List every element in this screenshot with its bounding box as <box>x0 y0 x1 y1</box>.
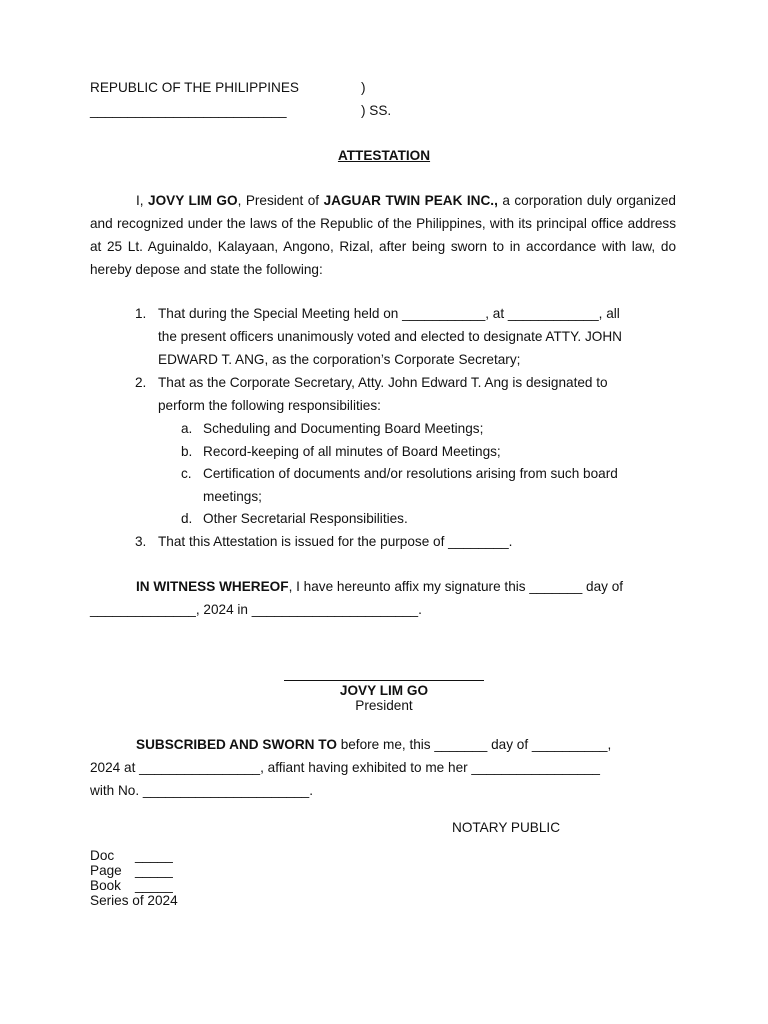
sub-item-letter: d. <box>181 511 193 526</box>
list-item-line: That during the Special Meeting held on ___________, at ____________, all <box>158 306 620 321</box>
caption-ss: ) SS. <box>361 103 392 118</box>
jurat-heading: SUBSCRIBED AND SWORN TO <box>136 737 337 752</box>
list-item-line: EDWARD T. ANG, as the corporation’s Corporate Secretary; <box>158 352 521 367</box>
list-item-line: perform the following responsibilities: <box>158 398 381 413</box>
list-item-number: 3. <box>135 534 147 549</box>
page-blank: _____ <box>135 863 173 878</box>
list-item-line: That this Attestation is issued for the purpose of ________. <box>158 534 513 549</box>
doc-label: Doc <box>90 848 115 863</box>
jurat-line-3: with No. ______________________. <box>90 783 313 798</box>
jurat-line-1 <box>136 733 611 756</box>
caption-republic: REPUBLIC OF THE PHILIPPINES <box>90 80 299 95</box>
intro-rest: a corporation duly organized and recognized under the laws of the Republic of the Philippines, with its principal office address at 25 Lt. Aguinaldo, Kalayaan, Angono, Rizal, after being sworn to in accordance with law, do hereby depose and state the following: <box>90 193 676 277</box>
series-label: Series of 2024 <box>90 893 178 908</box>
sub-item-line: meetings; <box>203 489 262 504</box>
caption-venue-blank: __________________________ <box>90 103 287 118</box>
jurat-line-2: 2024 at ________________, affiant having exhibited to me her _________________ <box>90 760 600 775</box>
witness-line-1 <box>136 575 623 598</box>
doc-blank: _____ <box>135 848 173 863</box>
sub-item-letter: b. <box>181 444 193 459</box>
jurat-text: before me, this _______ day of __________, <box>340 737 612 752</box>
signatory-position: President <box>355 698 413 713</box>
sub-item-line: Scheduling and Documenting Board Meetings; <box>203 421 484 436</box>
caption-paren: ) <box>361 80 366 95</box>
book-blank: _____ <box>135 878 173 893</box>
intro-lead: I, <box>136 193 144 208</box>
page-label: Page <box>90 863 122 878</box>
signature-line <box>284 680 484 681</box>
list-item-number: 2. <box>135 375 147 390</box>
document-title: ATTESTATION <box>337 148 431 163</box>
sub-item-letter: a. <box>181 421 193 436</box>
witness-line-2: ______________, 2024 in ______________________. <box>90 602 422 617</box>
witness-text: , I have hereunto affix my signature this _______ day of <box>288 579 624 594</box>
affiant-name: JOVY LIM GO <box>148 193 238 208</box>
company-name: JAGUAR TWIN PEAK INC., <box>323 193 498 208</box>
notary-public-label: NOTARY PUBLIC <box>452 820 561 835</box>
list-item-line: the present officers unanimously voted and elected to designate ATTY. JOHN <box>158 329 622 344</box>
sub-item-line: Certification of documents and/or resolutions arising from such board <box>203 466 618 481</box>
signatory-name: JOVY LIM GO <box>339 683 429 698</box>
sub-item-line: Other Secretarial Responsibilities. <box>203 511 408 526</box>
intro-paragraph <box>90 189 676 281</box>
intro-mid: , President of <box>237 193 320 208</box>
list-item-line: That as the Corporate Secretary, Atty. John Edward T. Ang is designated to <box>158 375 608 390</box>
witness-heading: IN WITNESS WHEREOF <box>136 579 289 594</box>
book-label: Book <box>90 878 121 893</box>
sub-item-letter: c. <box>181 466 192 481</box>
list-item-number: 1. <box>135 306 147 321</box>
sub-item-line: Record-keeping of all minutes of Board Meetings; <box>203 444 501 459</box>
